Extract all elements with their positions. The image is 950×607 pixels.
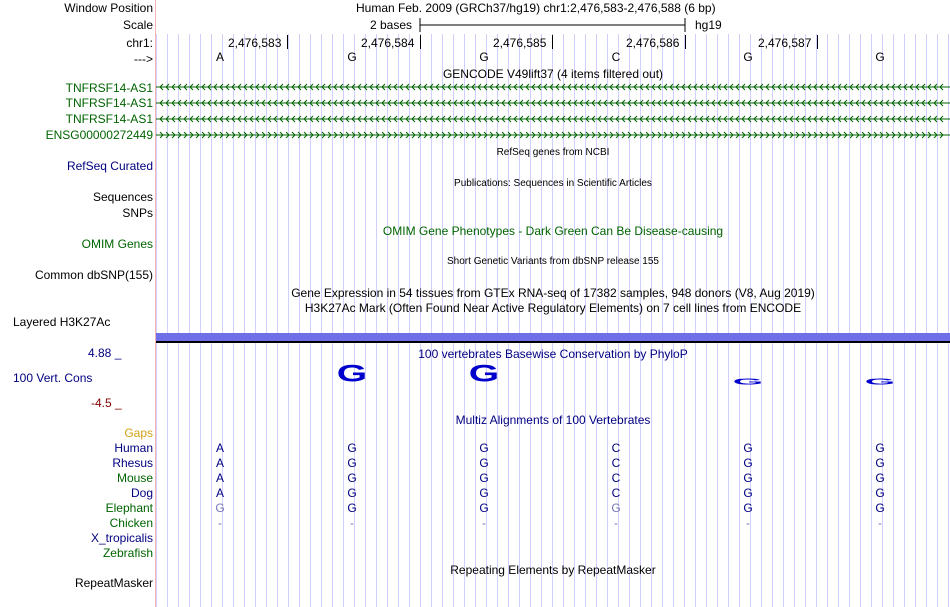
alignment-base: G <box>479 486 489 500</box>
alignment-base: - <box>218 516 222 530</box>
repeatmasker-track-label[interactable]: RepeatMasker <box>74 576 153 590</box>
species-label-human[interactable]: Human <box>114 441 153 455</box>
coordinate-tick <box>817 35 818 49</box>
conservation-letter: G <box>468 360 500 388</box>
conservation-letter: G <box>864 376 896 387</box>
species-label-x_tropicalis[interactable]: X_tropicalis <box>90 531 153 545</box>
alignment-base: G <box>743 486 753 500</box>
scale-bases-text: 2 bases <box>370 18 413 32</box>
alignment-base: - <box>746 516 750 530</box>
cons-track-title: 100 vertebrates Basewise Conservation by PhyloP <box>418 347 688 361</box>
gencode-track-title: GENCODE V49lift37 (4 items filtered out) <box>442 67 664 81</box>
alignment-base: - <box>482 516 486 530</box>
alignment-base: G <box>875 486 885 500</box>
alignment-base: G <box>479 456 489 470</box>
multiz-track-title: Multiz Alignments of 100 Vertebrates <box>455 413 651 427</box>
reference-base: G <box>479 50 489 64</box>
refseq-track-title: RefSeq genes from NCBI <box>496 147 610 158</box>
alignment-base: G <box>347 456 357 470</box>
cons-max-label: 4.88 _ <box>88 346 122 360</box>
alignment-base: G <box>743 501 753 515</box>
coordinate-tick <box>552 35 553 49</box>
strand-arrow-label: ---> <box>134 52 153 66</box>
species-label-rhesus[interactable]: Rhesus <box>112 456 153 470</box>
coordinate-label: 2,476,584 <box>361 36 415 50</box>
alignment-base: - <box>350 516 354 530</box>
coordinate-label: 2,476,586 <box>626 36 680 50</box>
alignment-base: G <box>347 471 357 485</box>
gencode-item-label-2[interactable]: TNFRSF14-AS1 <box>65 96 153 110</box>
alignment-base: G <box>479 441 489 455</box>
reference-base: A <box>215 50 224 64</box>
alignment-base: A <box>215 486 224 500</box>
chrom-label: chr1: <box>126 36 153 50</box>
alignment-base: C <box>611 471 621 485</box>
h3k27ac-track-label[interactable]: Layered H3K27Ac <box>13 315 111 329</box>
assembly-position-text: Human Feb. 2009 (GRCh37/hg19) chr1:2,476,583-2,476,588 (6 bp) <box>356 1 716 15</box>
window-position-label: Window Position <box>64 1 153 15</box>
omim-track-label[interactable]: OMIM Genes <box>81 237 153 251</box>
snps-track-label[interactable]: SNPs <box>122 206 153 220</box>
alignment-base: G <box>347 441 357 455</box>
scale-label: Scale <box>122 18 153 32</box>
alignment-base: A <box>215 441 224 455</box>
reference-base: G <box>347 50 357 64</box>
h3k27ac-baseline <box>156 341 950 343</box>
conservation-letter: G <box>732 376 764 387</box>
alignment-base: C <box>611 441 621 455</box>
omim-track-title: OMIM Gene Phenotypes - Dark Green Can Be Disease-causing <box>382 224 724 238</box>
alignment-base: - <box>614 516 618 530</box>
reference-base: C <box>611 50 621 64</box>
dbsnp-track-title: Short Genetic Variants from dbSNP release 155 <box>447 256 659 267</box>
reference-base: G <box>875 50 885 64</box>
species-label-elephant[interactable]: Elephant <box>105 501 153 515</box>
alignment-base: C <box>611 486 621 500</box>
alignment-base: A <box>215 456 224 470</box>
sequences-track-label[interactable]: Sequences <box>92 190 153 204</box>
repeatmasker-track-title: Repeating Elements by RepeatMasker <box>450 563 656 577</box>
h3k27ac-signal-bar[interactable] <box>156 333 950 341</box>
coordinate-tick <box>685 35 686 49</box>
alignment-base: G <box>875 456 885 470</box>
coordinate-label: 2,476,587 <box>758 36 812 50</box>
coordinate-tick <box>287 35 288 49</box>
alignment-base: G <box>875 441 885 455</box>
scale-db-text: hg19 <box>695 18 722 32</box>
alignment-base: A <box>215 471 224 485</box>
conservation-letter: G <box>336 360 368 388</box>
alignment-base: G <box>479 501 489 515</box>
h3k27ac-track-title: H3K27Ac Mark (Often Found Near Active Regulatory Elements) on 7 cell lines from ENCODE <box>304 301 802 315</box>
cons-track-label[interactable]: 100 Vert. Cons <box>13 371 93 385</box>
publications-track-title: Publications: Sequences in Scientific Articles <box>454 178 652 189</box>
gencode-gene-features[interactable] <box>156 80 950 144</box>
gencode-item-label-4[interactable]: ENSG00000272449 <box>45 128 153 142</box>
alignment-base: C <box>611 456 621 470</box>
gaps-label[interactable]: Gaps <box>124 426 153 440</box>
alignment-base: - <box>878 516 882 530</box>
scale-bar <box>419 17 687 33</box>
alignment-base: G <box>611 501 621 515</box>
gencode-item-label-3[interactable]: TNFRSF14-AS1 <box>65 112 153 126</box>
alignment-base: G <box>215 501 225 515</box>
cons-min-label: -4.5 _ <box>91 396 122 410</box>
coordinate-tick <box>420 35 421 49</box>
species-label-chicken[interactable]: Chicken <box>109 516 153 530</box>
reference-base: G <box>743 50 753 64</box>
gencode-item-label-1[interactable]: TNFRSF14-AS1 <box>65 81 153 95</box>
species-label-zebrafish[interactable]: Zebrafish <box>102 546 153 560</box>
alignment-base: G <box>743 441 753 455</box>
alignment-base: G <box>743 471 753 485</box>
alignment-base: G <box>875 471 885 485</box>
coordinate-label: 2,476,585 <box>493 36 547 50</box>
alignment-base: G <box>743 456 753 470</box>
alignment-base: G <box>347 486 357 500</box>
coordinate-label: 2,476,583 <box>228 36 282 50</box>
alignment-base: G <box>347 501 357 515</box>
dbsnp-track-label[interactable]: Common dbSNP(155) <box>34 268 153 282</box>
alignment-base: G <box>875 501 885 515</box>
alignment-base: G <box>479 471 489 485</box>
gtex-track-title: Gene Expression in 54 tissues from GTEx RNA-seq of 17382 samples, 948 donors (V8, Aug 2019) <box>291 286 815 300</box>
species-label-dog[interactable]: Dog <box>130 486 153 500</box>
species-label-mouse[interactable]: Mouse <box>116 471 153 485</box>
refseq-track-label[interactable]: RefSeq Curated <box>66 159 153 173</box>
